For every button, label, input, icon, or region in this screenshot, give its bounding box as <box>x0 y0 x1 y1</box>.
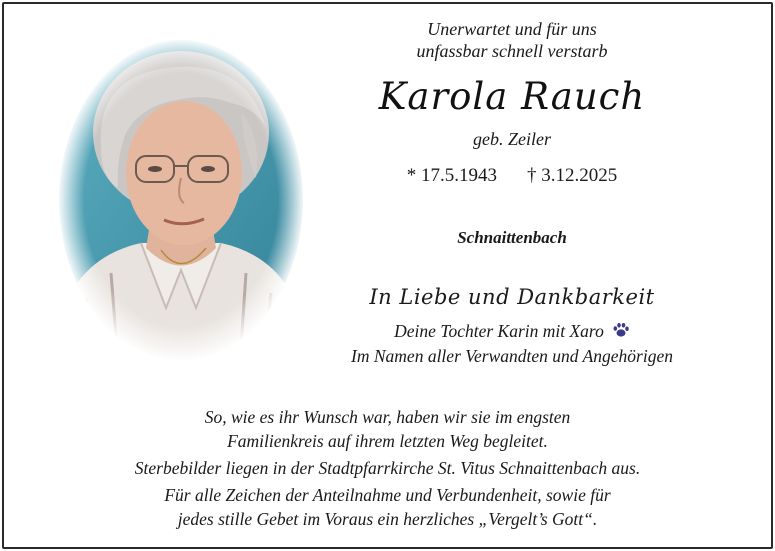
deceased-name: Karola Rauch <box>378 75 646 118</box>
life-dates <box>352 165 672 187</box>
birth-date: * 17.5.1943 <box>406 165 497 186</box>
closing-line-2: Familienkreis auf ihrem letzten Weg begleitet. <box>227 431 548 451</box>
closing-text <box>20 405 755 531</box>
maiden-name: geb. Zeiler <box>473 129 551 149</box>
death-date: † 3.12.2025 <box>527 165 618 186</box>
intro-text <box>352 18 672 62</box>
closing-line-1: So, wie es ihr Wunsch war, haben wir sie im engsten <box>204 407 571 427</box>
place-name: Schnaittenbach <box>457 228 567 247</box>
mourner-line-1 <box>300 319 724 344</box>
mourner-text-1: Deine Tochter Karin mit Xaro <box>394 321 604 341</box>
paw-print-icon <box>612 320 630 336</box>
intro-line-2: unfassbar schnell verstarb <box>416 41 608 61</box>
closing-line-4: Für alle Zeichen der Anteilnahme und Verbundenheit, sowie für <box>164 485 611 505</box>
mourners-block <box>300 319 724 369</box>
intro-line-1: Unerwartet und für uns <box>427 19 597 39</box>
portrait-photo <box>56 38 306 363</box>
mourner-line-2: Im Namen aller Verwandten und Angehörigen <box>351 346 673 366</box>
closing-line-3: Sterbebilder liegen in der Stadtpfarrkirche St. Vitus Schnaittenbach aus. <box>134 458 641 478</box>
farewell-heading: In Liebe und Dankbarkeit <box>369 285 655 309</box>
closing-line-5: jedes stille Gebet im Voraus ein herzliches „Vergelt’s Gott“. <box>177 509 598 529</box>
